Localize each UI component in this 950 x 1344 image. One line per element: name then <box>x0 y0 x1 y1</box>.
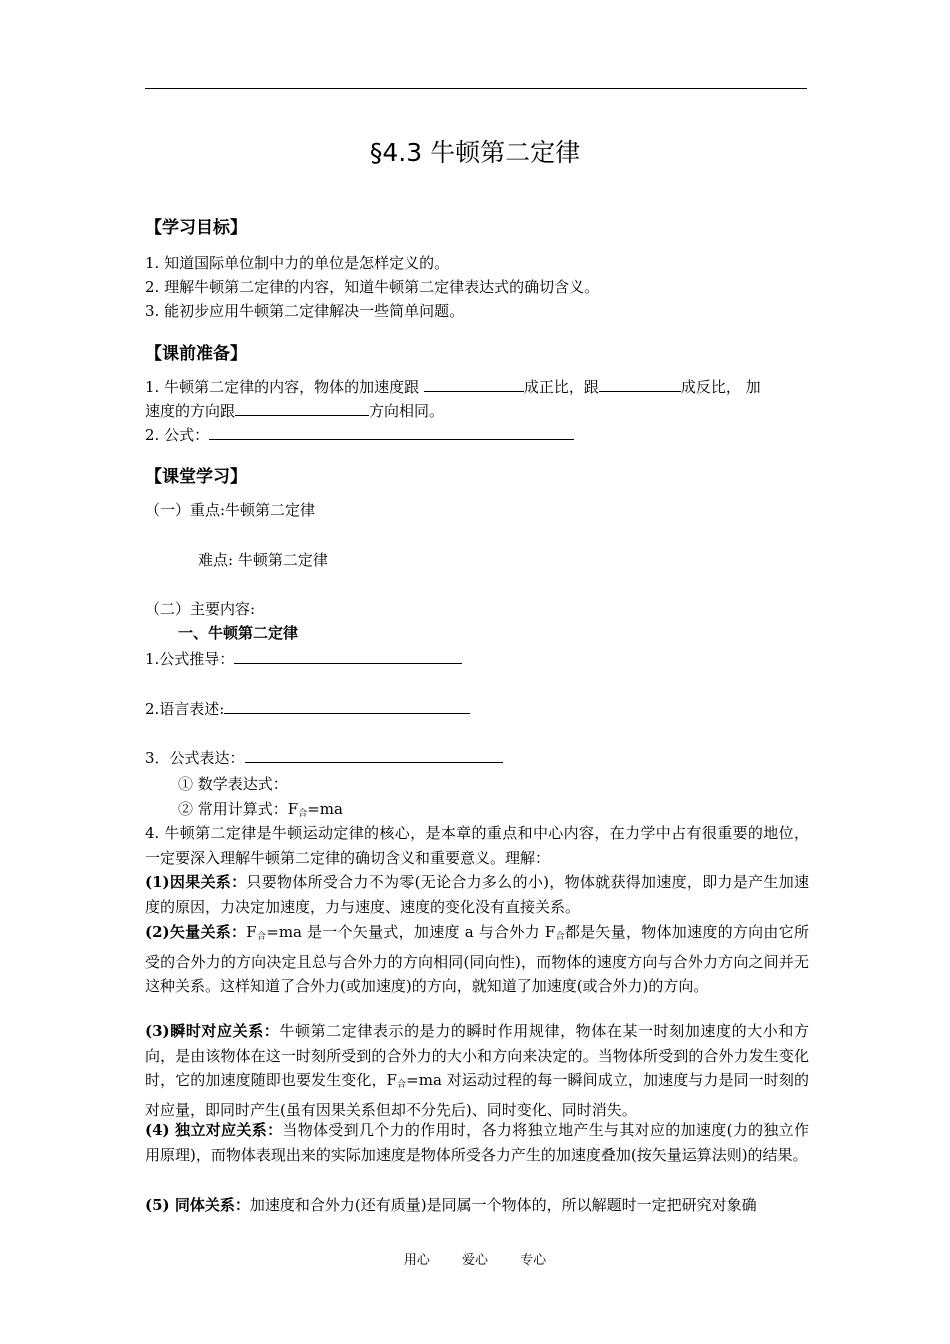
difficult-point: 难点: 牛顿第二定律 <box>198 551 328 569</box>
prep-q1-text-b: 成正比，跟 <box>523 378 599 396</box>
footer-text: 专心 <box>520 1253 547 1268</box>
subscript-he: 合 <box>396 1080 407 1090</box>
item2-label: 2.语言表述: <box>145 700 225 718</box>
item-formula-derivation <box>145 647 462 671</box>
blank-field[interactable] <box>245 746 503 763</box>
footer-text: 爱心 <box>461 1253 488 1268</box>
item1-label: 1.公式推导： <box>145 650 235 668</box>
section-heading-class: 【课堂学习】 <box>145 467 247 487</box>
item4-intro: 4. 牛顿第二定律是牛顿运动定律的核心，是本章的重点和中心内容，在力学中占有很重要的地位，一定要深入理解牛顿第二定律的确切含义和重要意义。理解： <box>145 824 809 867</box>
subscript-he: 合 <box>298 809 308 819</box>
header-rule <box>145 88 807 89</box>
subscript-he: 合 <box>256 932 267 942</box>
blank-field[interactable] <box>209 423 574 440</box>
instant-text-b: =ma 对运动过程的每一瞬间成立，加速度与力是同一时刻的对应量，即同时产生(虽有因果关系但却不分先后)、同时变化、同时消失。 <box>145 1071 809 1119</box>
item4-causal <box>145 870 809 919</box>
page-footer <box>0 1249 950 1268</box>
causal-text: 只要物体所受合力不为零(无论合力多么的小)，物体就获得加速度，即力是产生加速度的原因，力决定加速度，力与速度、速度的变化没有直接关系。 <box>145 873 809 916</box>
item-formula-expression <box>145 746 503 770</box>
vector-text-a: F <box>246 923 257 941</box>
goal-item-3: 3. 能初步应用牛顿第二定律解决一些简单问题。 <box>145 302 465 320</box>
item4-vector <box>145 920 809 999</box>
prep-q1-text-a: 1. 牛顿第二定律的内容，物体的加速度跟 <box>145 378 424 396</box>
prep-question-1 <box>145 375 761 399</box>
goal-item-1: 1. 知道国际单位制中力的单位是怎样定义的。 <box>145 254 450 272</box>
math-expression-label: ① 数学表达式： <box>178 775 288 793</box>
blank-field[interactable] <box>234 647 462 664</box>
item3-label: 3．公式表达： <box>145 749 245 767</box>
common-formula-a: ② 常用计算式：F <box>178 800 299 818</box>
subheading-newton-law: 一、牛顿第二定律 <box>178 624 299 642</box>
prep-q2-text: 2. 公式： <box>145 426 210 444</box>
prep-question-1-cont <box>145 399 444 423</box>
prep-question-2 <box>145 423 574 447</box>
vector-label: (2)矢量关系： <box>145 923 247 941</box>
item-verbal-statement <box>145 697 470 721</box>
prep-q1-text-d: 速度的方向跟 <box>145 402 236 420</box>
vector-text-b: =ma 是一个矢量式，加速度 a 与合外力 F <box>266 923 556 941</box>
independent-label: (4) 独立对应关系： <box>145 1121 283 1139</box>
page-title: §4.3 牛顿第二定律 <box>369 138 581 167</box>
item4-instant <box>145 1019 809 1122</box>
instant-label: (3)瞬时对应关系： <box>145 1022 280 1040</box>
section-heading-prep: 【课前准备】 <box>145 344 247 364</box>
blank-field[interactable] <box>224 697 470 714</box>
blank-field[interactable] <box>235 399 369 416</box>
key-point: （一）重点:牛顿第二定律 <box>145 501 316 519</box>
blank-field[interactable] <box>599 375 681 392</box>
blank-field[interactable] <box>424 375 524 392</box>
causal-label: (1)因果关系： <box>145 873 247 891</box>
vector-text-c: 都是矢量，物体加速度的方向由它所受的合外力的方向决定且总与合外力的方向相同(同向性)，而物体的速度方向与合外力方向之间并无这种关系。这样知道了合外力(或加速度)的方向，就知道了加速度(或合外力)的方向。 <box>145 923 809 995</box>
independent-text: 当物体受到几个力的作用时，各力将独立地产生与其对应的加速度(力的独立作用原理)，而物体表现出来的实际加速度是物体所受各力产生的加速度叠加(按矢量运算法则)的结果。 <box>145 1121 809 1164</box>
subscript-he: 合 <box>555 932 565 942</box>
prep-q1-text-c: 成反比， 加 <box>680 378 761 396</box>
prep-q1-text-e: 方向相同。 <box>369 402 445 420</box>
common-formula-b: =ma <box>307 800 343 818</box>
footer-text: 用心 <box>403 1253 430 1268</box>
main-content-label: （二）主要内容: <box>145 600 256 618</box>
goal-item-2: 2. 理解牛顿第二定律的内容，知道牛顿第二定律表达式的确切含义。 <box>145 278 600 296</box>
same-body-text: 加速度和合外力(还有质量)是同属一个物体的，所以解题时一定把研究对象确 <box>249 1196 757 1214</box>
same-body-label: (5) 同体关系： <box>145 1196 250 1214</box>
item4-independent <box>145 1118 809 1167</box>
instant-text-a: 牛顿第二定律表示的是力的瞬时作用规律，物体在某一时刻加速度的大小和方向，是由该物体在这一时刻所受到的合外力的大小和方向来决定的。当物体所受到的合外力发生变化时，它的加速度随即也要发生变化，F <box>145 1022 809 1089</box>
section-heading-goals: 【学习目标】 <box>145 218 247 238</box>
item4-same-body <box>145 1193 809 1218</box>
